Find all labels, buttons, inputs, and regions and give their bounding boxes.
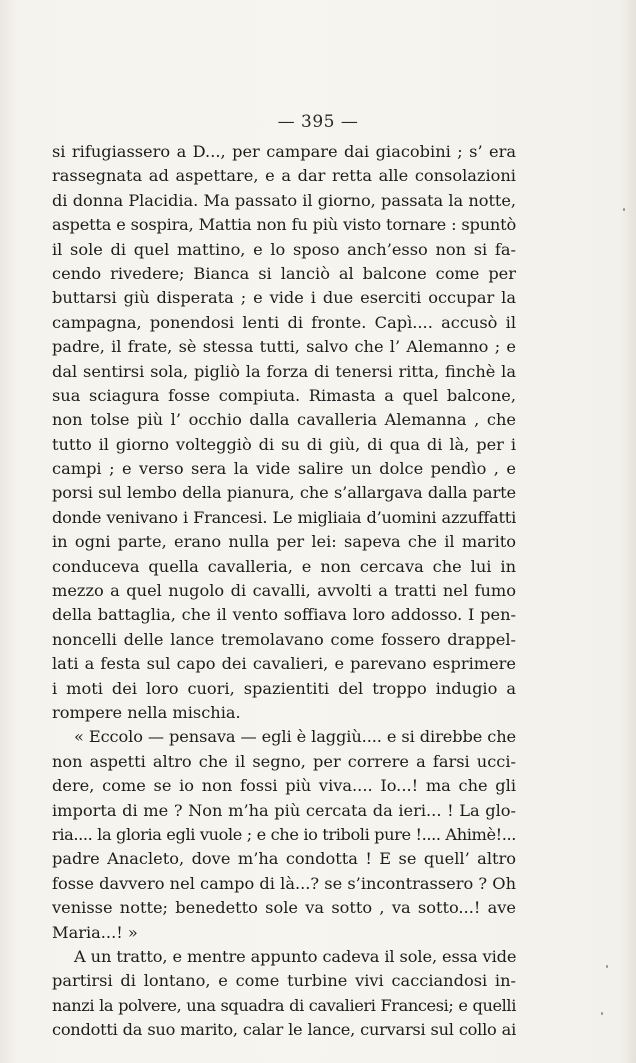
text-line: « Eccolo — pensava — egli è laggiù.... e si direbbe che: [74, 727, 517, 747]
text-line: si rifugiassero a D..., per campare dai giacobini ; s’ era: [52, 142, 516, 161]
text-line: lati a festa sul capo dei cavalieri, e parevano esprimere: [52, 654, 516, 674]
text-line: il sole di quel mattino, e lo sposo anch’esso non si fa-: [52, 239, 516, 259]
text-line: dal sentirsi sola, pigliò la forza di tenersi ritta, finchè la: [52, 361, 516, 381]
text-line: campi ; e verso sera la vide salire un dolce pendìo , e: [52, 459, 516, 479]
text-line: mezzo a quel nugolo di cavalli, avvolti a tratti nel fumo: [52, 581, 516, 601]
text-line: venisse notte; benedetto sole va sotto , va sotto...! ave: [52, 898, 516, 918]
text-line: fosse davvero nel campo di là...? se s’incontrassero ? Oh: [52, 873, 516, 893]
text-line: dere, come se io non fossi più viva.... Io...! ma che gli: [52, 776, 516, 796]
text-line: di donna Placidia. Ma passato il giorno, passata la notte,: [52, 190, 516, 210]
text-line: della battaglia, che il vento soffiava loro addosso. I pen-: [52, 605, 516, 625]
text-line: noncelli delle lance tremolavano come fossero drappel-: [52, 629, 516, 649]
text-line: sua sciagura fosse compiuta. Rimasta a quel balcone,: [52, 385, 516, 405]
text-line: campagna, ponendosi lenti di fronte. Capì.... accusò il: [52, 312, 516, 332]
text-line: non tolse più l’ occhio dalla cavalleria Alemanna , che: [52, 410, 516, 430]
text-line: aspetta e sospira, Mattia non fu più visto tornare : spuntò: [52, 215, 516, 235]
text-line: importa di me ? Non m’ha più cercata da ieri... ! La glo-: [52, 800, 516, 820]
paper-speck: [623, 208, 625, 211]
text-line: ria.... la gloria egli vuole ; e che io triboli pure !.... Ahimè!...: [52, 824, 516, 844]
text-line: in ogni parte, erano nulla per lei: sapeva che il marito: [52, 532, 516, 552]
text-line: tutto il giorno volteggiò di su di giù, di qua di là, per i: [52, 434, 516, 454]
page-number: — 395 —: [277, 112, 359, 132]
text-line: buttarsi giù disperata ; e vide i due eserciti occupar la: [52, 288, 516, 308]
text-line: donde venivano i Francesi. Le migliaia d’uomini azzuffatti: [52, 507, 516, 527]
text-line: i moti dei loro cuori, spazientiti del troppo indugio a: [52, 678, 516, 698]
paper-speck: [601, 1012, 603, 1015]
text-line: padre Anacleto, dove m’ha condotta ! E se quell’ altro: [52, 849, 516, 869]
paper-speck: [606, 965, 608, 968]
text-line: porsi sul lembo della pianura, che s’allargava dalla parte: [52, 483, 516, 503]
text-line: Maria...! »: [52, 922, 138, 942]
text-line: rassegnata ad aspettare, e a dar retta alle consolazioni: [52, 166, 516, 186]
text-line: padre, il frate, sè stessa tutti, salvo che l’ Alemanno ; e: [52, 337, 516, 357]
text-line: cendo rivedere; Bianca si lanciò al balcone come per: [52, 263, 516, 283]
text-line: condotti da suo marito, calar le lance, curvarsi sul collo ai: [52, 1020, 516, 1040]
text-line: nanzi la polvere, una squadra di cavalieri Francesi; e quelli: [52, 995, 516, 1015]
text-line: conduceva quella cavalleria, e non cercava che lui in: [52, 556, 516, 576]
body-text: [52, 140, 516, 1042]
text-line: non aspetti altro che il segno, per correre a farsi ucci-: [52, 751, 516, 771]
text-line: rompere nella mischia.: [52, 702, 241, 722]
text-line: A un tratto, e mentre appunto cadeva il sole, essa vide: [74, 946, 517, 966]
text-line: partirsi di lontano, e come turbine vivi cacciandosi in-: [52, 971, 516, 991]
